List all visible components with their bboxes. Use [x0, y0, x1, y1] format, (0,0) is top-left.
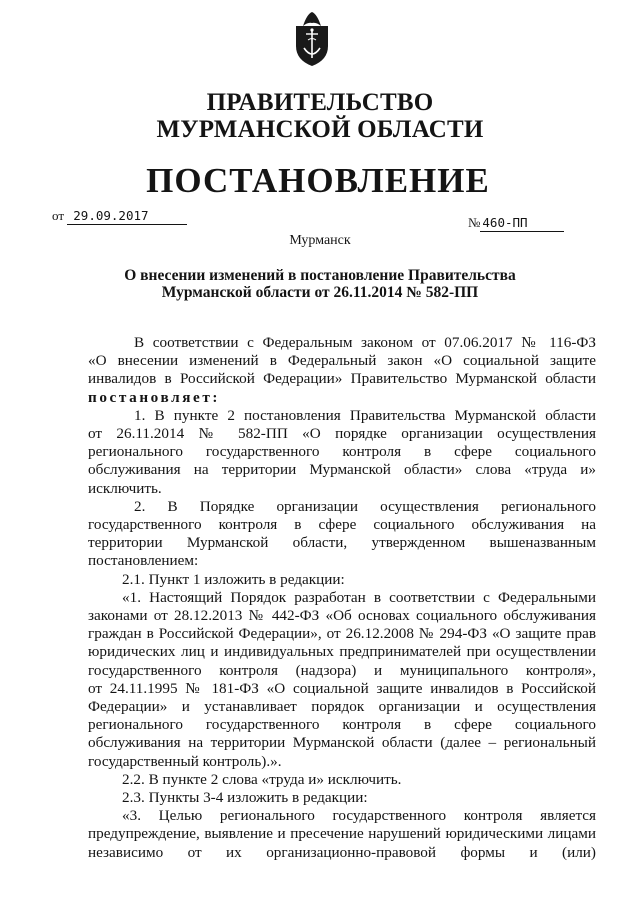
subject-line: Мурманской области от 26.11.2014 № 582-ПП — [161, 284, 479, 301]
decree-word: постановляет: — [88, 388, 221, 406]
body-line: «3. Целью регионального государственного контроля является — [122, 807, 596, 825]
body-line: 2.1. Пункт 1 изложить в редакции: — [122, 570, 345, 588]
number-value: 460-ПП — [480, 215, 564, 232]
body-line: инвалидов в Российской Федерации» Правительство Мурманской области — [88, 370, 596, 388]
body-line: государственный контроль).». — [88, 752, 282, 770]
body-line: 2.2. В пункте 2 слова «труда и» исключить. — [122, 770, 402, 788]
body-line: «1. Настоящий Порядок разработан в соответствии с Федеральными — [122, 588, 596, 606]
body-line: независимо от их организационно-правовой формы и (или) — [88, 843, 596, 861]
body-line: регионального государственного контроля в сфере социального — [88, 443, 596, 461]
organization-name-line2: МУРМАНСКОЙ ОБЛАСТИ — [156, 116, 484, 143]
body-line: Федерации» и устанавливает порядок организации и осуществления — [88, 698, 596, 716]
document-type-title: ПОСТАНОВЛЕНИЕ — [146, 161, 490, 200]
body-line: предупреждение, выявление и пресечение нарушений юридическими лицами — [88, 825, 596, 843]
body-line: обслуживания на территории Мурманской области (далее – региональный — [88, 734, 596, 752]
body-line: территории Мурманской области, утвержденном вышеназванным — [88, 534, 596, 552]
body-line: исключить. — [88, 479, 162, 497]
body-line: 1. В пункте 2 постановления Правительства Мурманской области — [134, 406, 596, 424]
body-line: обслуживания на территории Мурманской области» слова «труда и» — [88, 461, 596, 479]
date-value: 29.09.2017 — [67, 208, 187, 225]
body-line: государственного контроля (надзора) и муниципального контроля», — [88, 661, 596, 679]
document-body — [88, 334, 596, 862]
subject-line: О внесении изменений в постановление Правительства — [124, 267, 516, 284]
document-number — [468, 215, 564, 232]
body-line: государственного контроля в сфере социального обслуживания на — [88, 516, 596, 534]
document-date — [52, 208, 187, 225]
organization-name-line1: ПРАВИТЕЛЬСТВО — [206, 89, 434, 116]
body-line: законами от 28.12.2013 № 442-ФЗ «Об основах социального обслуживания — [88, 607, 596, 625]
document-subject — [120, 267, 520, 301]
body-line: от 26.11.2014 № 582-ПП «О порядке организации осуществления — [88, 425, 596, 443]
body-line: постановлением: — [88, 552, 199, 570]
body-line: от 24.11.1995 № 181-ФЗ «О социальной защите инвалидов в Российской — [88, 679, 596, 697]
body-line: регионального государственного контроля в сфере социального — [88, 716, 596, 734]
body-line: В соответствии с Федеральным законом от 07.06.2017 № 116-ФЗ — [134, 334, 596, 351]
body-line: 2. В Порядке организации осуществления регионального — [134, 497, 596, 515]
body-line: юридических лиц и индивидуальных предпринимателей при осуществлении — [88, 643, 596, 661]
city-name: Мурманск — [289, 233, 351, 248]
number-prefix: № — [468, 215, 481, 230]
body-line: граждан в Российской Федерации», от 26.12.2008 № 294-ФЗ «О защите прав — [88, 625, 596, 643]
body-line: 2.3. Пункты 3-4 изложить в редакции: — [122, 789, 368, 807]
date-prefix: от — [52, 208, 65, 223]
body-line: «О внесении изменений в Федеральный закон «О социальной защите — [88, 352, 596, 370]
coat-of-arms-emblem — [294, 10, 330, 68]
